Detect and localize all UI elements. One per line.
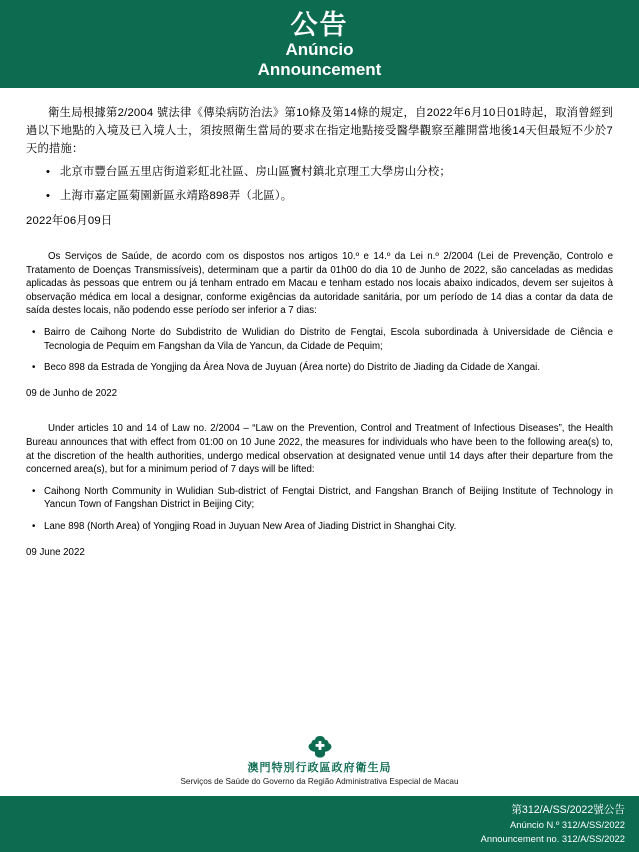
page-title-en: Announcement xyxy=(257,60,382,79)
list-item: • 上海市嘉定區菊園新區永靖路898弄（北區）。 xyxy=(60,188,613,205)
footer-reference-band xyxy=(0,796,639,852)
footer-org-zh: 澳門特別行政區政府衛生局 xyxy=(247,762,392,774)
chinese-section xyxy=(26,104,613,230)
health-bureau-crest-icon xyxy=(307,735,333,759)
portuguese-paragraph: Os Serviços de Saúde, de acordo com os dispostos nos artigos 10.º e 14.º da Lei n.º 2/2004 (Lei de Prevenção, Controlo e Tratamento de Doenças Transmissíveis), determinam que a partir da 01h00 do dia 10 de Junho de 2022, são canceladas as medidas aplicadas às pessoas que entrem ou já tenham entrado em Macau e tenham estado nos locais abaixo indicados, devem ser sujeitos à observação médica em local a designar, conforme exigências da autoridade sanitária, por um período de 14 dias a contar da data de saída destes locais, não podendo esse período ser inferior a 7 dias: xyxy=(26,251,613,317)
list-item: • Beco 898 da Estrada de Yongjing da Área Nova de Juyuan (Área norte) do Distrito de Jiading da Cidade de Xangai. xyxy=(26,361,613,375)
chinese-location-list xyxy=(26,164,613,205)
reference-number-pt: Anúncio N.º 312/A/SS/2022 xyxy=(510,819,625,830)
footer-org-pt: Serviços de Saúde do Governo da Região Administrativa Especial de Macau xyxy=(180,777,459,786)
portuguese-section xyxy=(26,250,613,400)
document-body xyxy=(0,88,639,559)
list-item: • Lane 898 (North Area) of Yongjing Road in Juyuan New Area of Jiading District in Shanghai City. xyxy=(26,520,613,534)
english-date: 09 June 2022 xyxy=(26,546,85,558)
chinese-paragraph: 衛生局根據第2/2004 號法律《傳染病防治法》第10條及第14條的規定，自2022年6月10日01時起，取消曾經到過以下地點的入境及已入境人士，須按照衛生當局的要求在指定地點接受醫學觀察至離開當地後14天但最短不少於7天的措施： xyxy=(26,107,613,155)
list-item: • Bairro de Caihong Norte do Subdistrito de Wulidian do Distrito de Fengtai, Escola subordinada à Universidade de Ciência e Tecnologia de Pequim em Fangshan da Vila de Yancun, da Cidade de Pequim; xyxy=(26,326,613,353)
page-header xyxy=(0,0,639,88)
page-title-zh: 公告 xyxy=(290,10,349,40)
page-footer xyxy=(0,735,639,852)
page-title-pt: Anúncio xyxy=(285,40,354,59)
footer-logo-area xyxy=(0,735,639,790)
list-item: • Caihong North Community in Wulidian Sub-district of Fengtai District, and Fangshan Branch of Beijing Institute of Technology in Yancun Town of Fangshan District in Beijing City; xyxy=(26,485,613,512)
english-section xyxy=(26,422,613,559)
english-paragraph: Under articles 10 and 14 of Law no. 2/2004 – “Law on the Prevention, Control and Treatment of Infectious Diseases”, the Health Bureau announces that with effect from 01:00 on 10 June 2022, the measures for individuals who have been to the following area(s) to, at the discretion of the health authorities, undergo medical observation at designated venue until 14 days after their departure from the concerned area(s), but for a minimum period of 7 days will be lifted: xyxy=(26,423,613,476)
reference-number-en: Announcement no. 312/A/SS/2022 xyxy=(480,833,625,844)
reference-number-zh: 第312/A/SS/2022號公告 xyxy=(511,804,625,816)
list-item: • 北京市豐台區五里店街道彩虹北社區、房山區竇村鎮北京理工大學房山分校； xyxy=(60,164,613,181)
portuguese-date: 09 de Junho de 2022 xyxy=(26,387,118,399)
chinese-date: 2022年06月09日 xyxy=(26,215,113,227)
